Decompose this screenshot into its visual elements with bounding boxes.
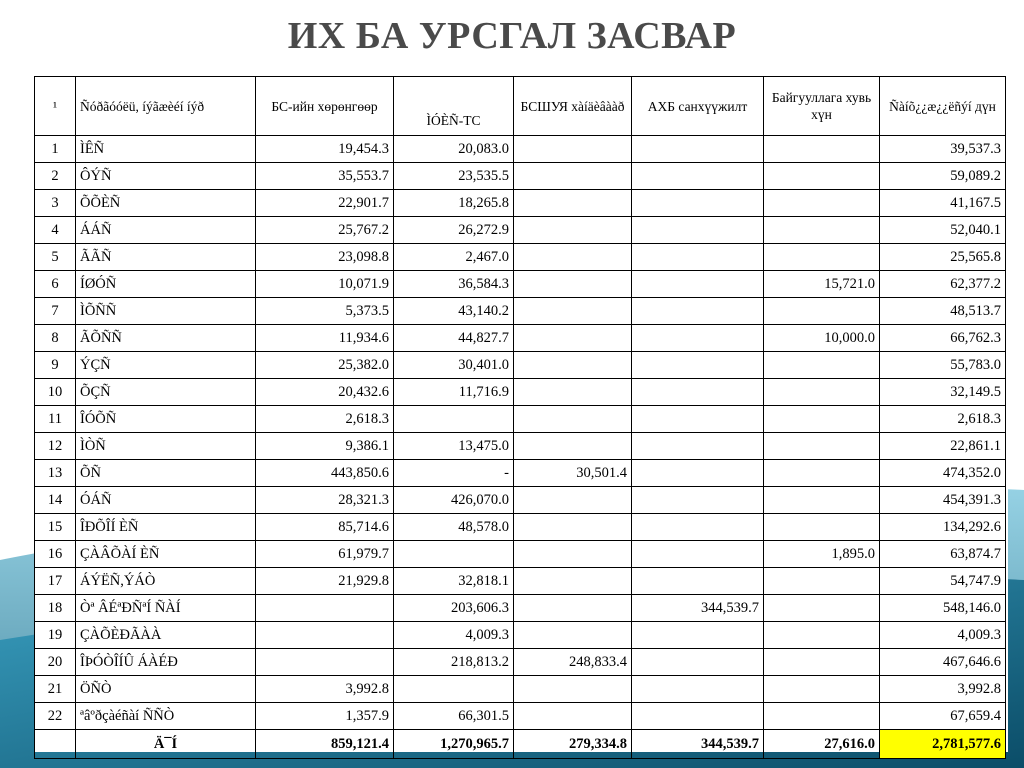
organization-name: ªâºðçàéñàí ÑÑÒ — [76, 703, 256, 730]
ules-funding: 23,535.5 — [394, 163, 514, 190]
bshuya-funding — [514, 514, 632, 541]
organization-funding — [764, 379, 880, 406]
page-title: ИХ БА УРСГАЛ ЗАСВАР — [287, 15, 737, 57]
table-row — [35, 622, 1006, 649]
organization-funding — [764, 352, 880, 379]
organization-name: ÝÇÑ — [76, 352, 256, 379]
totals-ules: 1,270,965.7 — [394, 730, 514, 759]
table-row — [35, 568, 1006, 595]
totals-bs: 859,121.4 — [256, 730, 394, 759]
table-row — [35, 298, 1006, 325]
bshuya-funding: 248,833.4 — [514, 649, 632, 676]
bs-funding: 19,454.3 — [256, 136, 394, 163]
row-number: 16 — [35, 541, 76, 568]
ahb-funding — [632, 676, 764, 703]
organization-name: ÓÁÑ — [76, 487, 256, 514]
totals-bshuya: 279,334.8 — [514, 730, 632, 759]
bs-funding — [256, 595, 394, 622]
table-row — [35, 514, 1006, 541]
organization-name: ÇÀÂÕÀÍ ÈÑ — [76, 541, 256, 568]
totals-organization: 27,616.0 — [764, 730, 880, 759]
header-ahb-funding: АХБ санхүүжилт — [632, 77, 764, 136]
organization-funding — [764, 298, 880, 325]
organization-name: ÁÝËÑ,ÝÁÒ — [76, 568, 256, 595]
organization-funding — [764, 595, 880, 622]
organization-funding — [764, 190, 880, 217]
organization-funding — [764, 676, 880, 703]
organization-name: ÕÑ — [76, 460, 256, 487]
table-row — [35, 271, 1006, 298]
row-number: 13 — [35, 460, 76, 487]
ahb-funding — [632, 649, 764, 676]
bshuya-funding — [514, 271, 632, 298]
header-organization-funding: Байгууллага хувь хүн — [764, 77, 880, 136]
total-funding: 55,783.0 — [880, 352, 1006, 379]
table-row — [35, 703, 1006, 730]
total-funding: 66,762.3 — [880, 325, 1006, 352]
ahb-funding — [632, 352, 764, 379]
organization-name: ÃÃÑ — [76, 244, 256, 271]
row-number: 11 — [35, 406, 76, 433]
organization-name: ÕÇÑ — [76, 379, 256, 406]
ahb-funding — [632, 298, 764, 325]
total-funding: 22,861.1 — [880, 433, 1006, 460]
ahb-funding — [632, 568, 764, 595]
row-number: 12 — [35, 433, 76, 460]
bs-funding: 11,934.6 — [256, 325, 394, 352]
organization-name: ÍØÓÑ — [76, 271, 256, 298]
organization-name: ÖÑÒ — [76, 676, 256, 703]
total-funding: 134,292.6 — [880, 514, 1006, 541]
bshuya-funding — [514, 541, 632, 568]
bshuya-funding — [514, 217, 632, 244]
ules-funding: 48,578.0 — [394, 514, 514, 541]
total-funding: 25,565.8 — [880, 244, 1006, 271]
ules-funding — [394, 541, 514, 568]
ules-funding: 44,827.7 — [394, 325, 514, 352]
ahb-funding — [632, 433, 764, 460]
bs-funding: 1,357.9 — [256, 703, 394, 730]
totals-blank-cell — [35, 730, 76, 759]
table-row — [35, 433, 1006, 460]
table-header-row — [35, 77, 1006, 136]
bshuya-funding — [514, 406, 632, 433]
ules-funding: 11,716.9 — [394, 379, 514, 406]
row-number: 6 — [35, 271, 76, 298]
header-total-funding: Ñàíõ¿¿æ¿¿ëñýí дүн — [880, 77, 1006, 136]
bshuya-funding — [514, 568, 632, 595]
row-number: 20 — [35, 649, 76, 676]
row-number: 10 — [35, 379, 76, 406]
total-funding: 63,874.7 — [880, 541, 1006, 568]
ules-funding: 18,265.8 — [394, 190, 514, 217]
ules-funding: 2,467.0 — [394, 244, 514, 271]
table-row — [35, 352, 1006, 379]
table-row — [35, 244, 1006, 271]
repair-budget-table — [34, 76, 1006, 759]
ahb-funding — [632, 487, 764, 514]
bs-funding: 61,979.7 — [256, 541, 394, 568]
row-number: 5 — [35, 244, 76, 271]
ahb-funding — [632, 703, 764, 730]
table-row — [35, 541, 1006, 568]
organization-funding — [764, 649, 880, 676]
bs-funding: 35,553.7 — [256, 163, 394, 190]
bs-funding: 20,432.6 — [256, 379, 394, 406]
ules-funding: 4,009.3 — [394, 622, 514, 649]
total-funding: 54,747.9 — [880, 568, 1006, 595]
ules-funding: 30,401.0 — [394, 352, 514, 379]
table-row — [35, 190, 1006, 217]
bs-funding: 443,850.6 — [256, 460, 394, 487]
bs-funding: 25,382.0 — [256, 352, 394, 379]
totals-row — [35, 730, 1006, 759]
bshuya-funding — [514, 325, 632, 352]
organization-funding — [764, 568, 880, 595]
table-row — [35, 406, 1006, 433]
total-funding: 48,513.7 — [880, 298, 1006, 325]
bshuya-funding — [514, 298, 632, 325]
organization-funding: 15,721.0 — [764, 271, 880, 298]
ahb-funding — [632, 541, 764, 568]
header-bshuya-funding: БСШУЯ хàíäèâààð — [514, 77, 632, 136]
total-funding: 41,167.5 — [880, 190, 1006, 217]
table-row — [35, 649, 1006, 676]
total-funding: 62,377.2 — [880, 271, 1006, 298]
organization-name: ÎÓÕÑ — [76, 406, 256, 433]
row-number: 1 — [35, 136, 76, 163]
bshuya-funding — [514, 433, 632, 460]
total-funding: 67,659.4 — [880, 703, 1006, 730]
ules-funding: 218,813.2 — [394, 649, 514, 676]
ules-funding: 26,272.9 — [394, 217, 514, 244]
bs-funding: 21,929.8 — [256, 568, 394, 595]
bshuya-funding — [514, 352, 632, 379]
table-body — [35, 136, 1006, 730]
total-funding: 52,040.1 — [880, 217, 1006, 244]
ahb-funding — [632, 244, 764, 271]
table-row — [35, 379, 1006, 406]
ules-funding: 32,818.1 — [394, 568, 514, 595]
table-row — [35, 163, 1006, 190]
organization-name: ÃÕÑÑ — [76, 325, 256, 352]
bs-funding: 10,071.9 — [256, 271, 394, 298]
table-row — [35, 325, 1006, 352]
total-funding: 2,618.3 — [880, 406, 1006, 433]
bs-funding: 28,321.3 — [256, 487, 394, 514]
ahb-funding — [632, 136, 764, 163]
total-funding: 39,537.3 — [880, 136, 1006, 163]
bs-funding: 9,386.1 — [256, 433, 394, 460]
organization-funding — [764, 433, 880, 460]
organization-funding — [764, 622, 880, 649]
ules-funding: - — [394, 460, 514, 487]
bshuya-funding — [514, 379, 632, 406]
table-row — [35, 595, 1006, 622]
bshuya-funding — [514, 244, 632, 271]
organization-name: ÁÁÑ — [76, 217, 256, 244]
bs-funding: 3,992.8 — [256, 676, 394, 703]
row-number: 21 — [35, 676, 76, 703]
ahb-funding — [632, 325, 764, 352]
total-funding: 32,149.5 — [880, 379, 1006, 406]
ules-funding: 13,475.0 — [394, 433, 514, 460]
bs-funding — [256, 622, 394, 649]
totals-ahb: 344,539.7 — [632, 730, 764, 759]
organization-name: ÎÐÕÎÍ ÈÑ — [76, 514, 256, 541]
bshuya-funding — [514, 676, 632, 703]
organization-funding — [764, 217, 880, 244]
header-bs-funding: БС-ийн хөрөнгөөр — [256, 77, 394, 136]
bs-funding: 2,618.3 — [256, 406, 394, 433]
table-row — [35, 136, 1006, 163]
ules-funding: 20,083.0 — [394, 136, 514, 163]
bs-funding — [256, 649, 394, 676]
table-row — [35, 217, 1006, 244]
organization-funding — [764, 136, 880, 163]
row-number: 22 — [35, 703, 76, 730]
organization-funding — [764, 703, 880, 730]
row-number: 4 — [35, 217, 76, 244]
bshuya-funding — [514, 136, 632, 163]
ahb-funding — [632, 379, 764, 406]
organization-funding — [764, 460, 880, 487]
total-funding: 454,391.3 — [880, 487, 1006, 514]
header-organization-name: Ñóðãóóëü, íýãæèéí íýð — [76, 77, 256, 136]
row-number: 17 — [35, 568, 76, 595]
header-ules-funding: ÌÓÈÑ-ТС — [394, 77, 514, 136]
ahb-funding — [632, 217, 764, 244]
bs-funding: 5,373.5 — [256, 298, 394, 325]
row-number: 9 — [35, 352, 76, 379]
organization-name: ÌÕÑÑ — [76, 298, 256, 325]
row-number: 19 — [35, 622, 76, 649]
row-number: 15 — [35, 514, 76, 541]
organization-name: ÇÀÕÈÐÃÀÀ — [76, 622, 256, 649]
bs-funding: 22,901.7 — [256, 190, 394, 217]
ules-funding: 203,606.3 — [394, 595, 514, 622]
totals-label: Ä¯Í — [76, 730, 256, 759]
ahb-funding — [632, 271, 764, 298]
grand-total: 2,781,577.6 — [880, 730, 1006, 759]
organization-name: Òª ÂÉªÐÑªÍ ÑÀÍ — [76, 595, 256, 622]
organization-name: ÎÞÓÒÎÍÛ ÁÀÉÐ — [76, 649, 256, 676]
table-row — [35, 487, 1006, 514]
ules-funding: 36,584.3 — [394, 271, 514, 298]
total-funding: 467,646.6 — [880, 649, 1006, 676]
ahb-funding — [632, 190, 764, 217]
organization-funding: 1,895.0 — [764, 541, 880, 568]
bshuya-funding — [514, 487, 632, 514]
organization-funding — [764, 487, 880, 514]
organization-funding — [764, 163, 880, 190]
organization-name: ÕÕÈÑ — [76, 190, 256, 217]
organization-funding: 10,000.0 — [764, 325, 880, 352]
organization-name: ÌÊÑ — [76, 136, 256, 163]
bshuya-funding — [514, 622, 632, 649]
row-number: 7 — [35, 298, 76, 325]
table-row — [35, 676, 1006, 703]
ahb-funding — [632, 163, 764, 190]
ules-funding — [394, 676, 514, 703]
bs-funding: 23,098.8 — [256, 244, 394, 271]
total-funding: 548,146.0 — [880, 595, 1006, 622]
total-funding: 3,992.8 — [880, 676, 1006, 703]
table-row — [35, 460, 1006, 487]
ahb-funding — [632, 460, 764, 487]
bs-funding: 85,714.6 — [256, 514, 394, 541]
row-number: 2 — [35, 163, 76, 190]
total-funding: 59,089.2 — [880, 163, 1006, 190]
organization-name: ÌÒÑ — [76, 433, 256, 460]
row-number: 8 — [35, 325, 76, 352]
ules-funding: 66,301.5 — [394, 703, 514, 730]
organization-funding — [764, 406, 880, 433]
ahb-funding — [632, 406, 764, 433]
bshuya-funding — [514, 190, 632, 217]
row-number: 3 — [35, 190, 76, 217]
ules-funding: 43,140.2 — [394, 298, 514, 325]
total-funding: 474,352.0 — [880, 460, 1006, 487]
bs-funding: 25,767.2 — [256, 217, 394, 244]
organization-funding — [764, 244, 880, 271]
bshuya-funding — [514, 703, 632, 730]
header-number: ¹ — [35, 77, 76, 136]
bshuya-funding — [514, 595, 632, 622]
organization-name: ÔÝÑ — [76, 163, 256, 190]
total-funding: 4,009.3 — [880, 622, 1006, 649]
ahb-funding — [632, 514, 764, 541]
ahb-funding: 344,539.7 — [632, 595, 764, 622]
organization-funding — [764, 514, 880, 541]
ules-funding: 426,070.0 — [394, 487, 514, 514]
ules-funding — [394, 406, 514, 433]
row-number: 14 — [35, 487, 76, 514]
bshuya-funding: 30,501.4 — [514, 460, 632, 487]
bshuya-funding — [514, 163, 632, 190]
ahb-funding — [632, 622, 764, 649]
row-number: 18 — [35, 595, 76, 622]
